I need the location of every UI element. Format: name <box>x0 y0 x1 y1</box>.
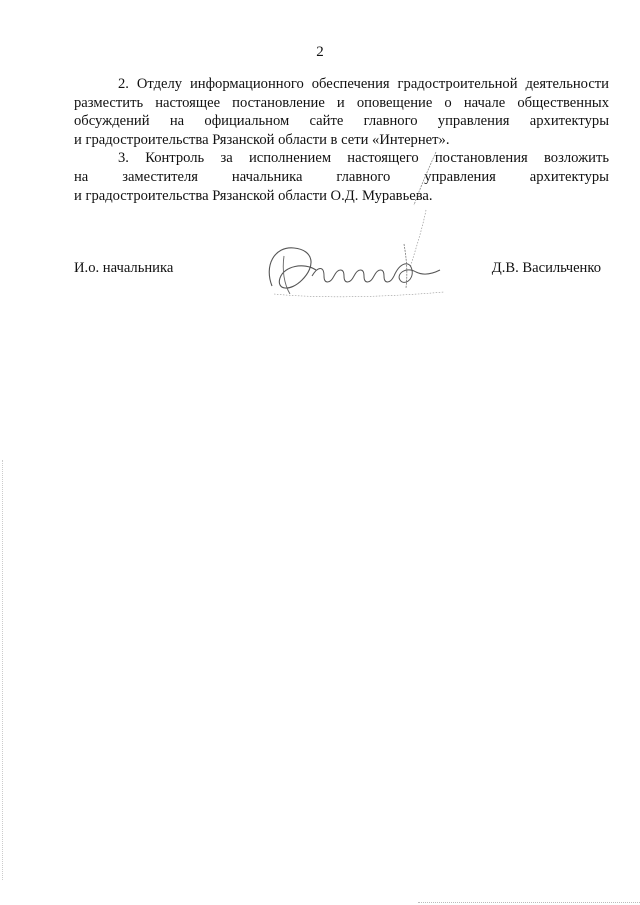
paragraph-3-line-2: на заместителя начальника главного управления архитектуры <box>74 168 609 185</box>
paragraph-2-line-4: и градостроительства Рязанской области в сети «Интернет». <box>74 131 450 148</box>
paragraph-2-line-2: разместить настоящее постановление и оповещение о начале общественных <box>74 94 609 111</box>
scan-edge-marks <box>2 460 6 880</box>
paragraph-3 <box>74 149 609 205</box>
signatory-name: Д.В. Васильченко <box>491 260 601 276</box>
paragraph-2-line-3: обсуждений на официальном сайте главного управления архитектуры <box>74 113 609 130</box>
document-body <box>74 75 609 205</box>
signatory-title: И.о. начальника <box>74 260 174 276</box>
paragraph-2 <box>74 75 609 149</box>
handwritten-signature <box>254 236 454 306</box>
paragraph-3-line-3: и градостроительства Рязанской области О.Д. Муравьева. <box>74 187 433 204</box>
page-number: 2 <box>316 44 324 60</box>
paragraph-3-line-1: 3. Контроль за исполнением настоящего постановления возложить <box>118 150 609 167</box>
signature-row <box>74 258 609 298</box>
scan-bottom-line <box>418 902 640 903</box>
paragraph-2-line-1: 2. Отделу информационного обеспечения градостроительной деятельности <box>118 76 609 92</box>
